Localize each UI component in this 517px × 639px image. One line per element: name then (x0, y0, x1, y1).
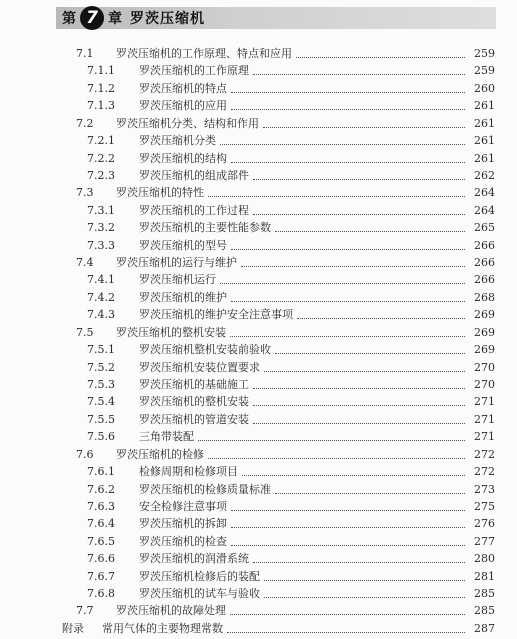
dot-leader (296, 56, 465, 58)
chapter-prefix: 第 (62, 11, 76, 27)
dot-leader (275, 352, 465, 354)
toc-entry[interactable] (87, 481, 495, 499)
toc-entry[interactable] (87, 62, 495, 80)
toc-entry-title: 常用气体的主要物理常数 (102, 621, 223, 635)
toc-entry-title: 罗茨压缩机的特点 (139, 81, 227, 95)
dot-leader (263, 126, 465, 128)
dot-leader (208, 457, 465, 459)
toc-entry-number: 7.4.1 (87, 273, 115, 287)
dot-leader (231, 91, 465, 93)
toc-entry-number: 7.2 (76, 116, 94, 130)
toc-entry-number: 7.4.3 (87, 308, 115, 322)
toc-entry-title: 罗茨压缩机的工作原理、特点和应用 (116, 47, 292, 60)
toc-entry-page: 265 (474, 221, 495, 235)
toc-entry[interactable] (87, 341, 495, 359)
dot-leader (275, 492, 465, 494)
toc-entry[interactable] (87, 585, 495, 603)
toc-entry-page: 269 (474, 308, 495, 322)
dot-leader (253, 404, 465, 406)
toc-entry-page: 272 (474, 465, 495, 479)
toc-entry-title: 安全检修注意事项 (139, 499, 227, 513)
toc-entry-title: 罗茨压缩机的维护 (139, 290, 227, 304)
toc-entry-page: 259 (474, 47, 495, 60)
toc-entry[interactable] (87, 515, 495, 533)
toc-entry-title: 罗茨压缩机整机安装前验收 (139, 343, 271, 357)
dot-leader (230, 613, 465, 615)
toc-entry-title: 罗茨压缩机运行 (139, 273, 216, 287)
toc-entry-number: 7.4 (76, 256, 94, 270)
dot-leader (297, 317, 465, 319)
toc-entry-page: 266 (474, 256, 495, 270)
toc-entry-number: 7.6.6 (87, 552, 115, 566)
toc-entry-number: 7.1.1 (87, 64, 115, 78)
chapter-header (56, 7, 496, 29)
dot-leader (242, 474, 465, 476)
toc-entry[interactable] (76, 45, 495, 63)
toc-entry[interactable] (87, 237, 495, 255)
dot-leader (264, 596, 465, 598)
dot-leader (231, 248, 465, 250)
toc-entry-number: 7.6.2 (87, 482, 115, 496)
toc-entry-page: 280 (474, 552, 495, 566)
toc-entry-title: 罗茨压缩机的检修 (116, 447, 204, 461)
toc-entry-title: 罗茨压缩机的应用 (139, 99, 227, 113)
toc-entry[interactable] (87, 167, 495, 185)
toc-entry-number: 7.3.1 (87, 203, 115, 217)
toc-entry[interactable] (87, 376, 495, 394)
toc-entry[interactable] (76, 184, 495, 202)
toc-entry-page: 261 (474, 134, 495, 148)
dot-leader (231, 544, 465, 546)
toc-entry-title: 罗茨压缩机的管道安装 (139, 412, 249, 426)
dot-leader (208, 195, 465, 197)
toc-entry-number: 7.5.6 (87, 430, 115, 444)
toc-entry-title: 罗茨压缩机的型号 (139, 238, 227, 252)
toc-entry-number: 7.5.1 (87, 343, 115, 357)
dot-leader (231, 108, 465, 110)
toc-entry[interactable] (87, 568, 495, 586)
dot-leader (231, 526, 465, 528)
toc-entry-number: 7.6.1 (87, 465, 115, 479)
dot-leader (227, 631, 465, 633)
toc-entry-page: 259 (474, 64, 495, 78)
toc-entry-title: 罗茨压缩机的维护安全注意事项 (139, 308, 293, 322)
dot-leader (198, 439, 465, 441)
toc-entry-page: 275 (474, 499, 495, 513)
toc-entry-page: 271 (474, 430, 495, 444)
toc-entry-page: 271 (474, 412, 495, 426)
toc-entry-number: 7.3.3 (87, 238, 115, 252)
toc-entry[interactable] (87, 202, 495, 220)
dot-leader (253, 387, 465, 389)
toc-entry-page: 269 (474, 325, 495, 339)
toc-entry-number: 7.3 (76, 186, 94, 200)
toc-entry-number: 7.6.8 (87, 587, 115, 601)
toc-entry[interactable] (62, 620, 495, 638)
toc-entry-title: 罗茨压缩机分类、结构和作用 (116, 116, 259, 130)
toc-entry-page: 266 (474, 238, 495, 252)
toc-entry-page: 264 (474, 203, 495, 217)
dot-leader (253, 178, 465, 180)
toc-entry-page: 271 (474, 395, 495, 409)
toc-entry-page: 261 (474, 116, 495, 130)
toc-entry-number: 7.5.5 (87, 412, 115, 426)
toc-entry[interactable] (87, 150, 495, 168)
toc-entry-page: 270 (474, 377, 495, 391)
toc-entry[interactable] (87, 271, 495, 289)
toc-entry-number: 7.5.3 (87, 377, 115, 391)
toc-entry[interactable] (87, 411, 495, 429)
toc-entry-page: 266 (474, 273, 495, 287)
toc-entry[interactable] (87, 393, 495, 411)
toc-entry-page: 270 (474, 360, 495, 374)
toc-entry[interactable] (76, 602, 495, 620)
toc-entry-title: 检修周期和检修项目 (139, 465, 238, 479)
toc-entry[interactable] (87, 463, 495, 481)
toc-entry-title: 三角带装配 (139, 430, 194, 444)
toc-entry-page: 287 (474, 621, 495, 635)
toc-entry-number: 7.5.2 (87, 360, 115, 374)
toc-entry-number: 7.1.3 (87, 99, 115, 113)
toc-entry-number: 7.3.2 (87, 221, 115, 235)
toc-entry-number: 7.1 (76, 47, 94, 60)
dot-leader (253, 422, 465, 424)
toc-entry-page: 268 (474, 290, 495, 304)
toc-entry-page: 261 (474, 99, 495, 113)
dot-leader (231, 300, 465, 302)
dot-leader (275, 230, 465, 232)
dot-leader (253, 561, 465, 563)
dot-leader (231, 509, 465, 511)
toc-entry-title: 罗茨压缩机的特性 (116, 186, 204, 200)
toc-entry-title: 罗茨压缩机的基础施工 (139, 377, 249, 391)
toc-entry-title: 罗茨压缩机的故障处理 (116, 604, 226, 618)
toc-entry-page: 262 (474, 168, 495, 182)
toc-entry-page: 264 (474, 186, 495, 200)
toc-entry-title: 罗茨压缩机的整机安装 (139, 395, 249, 409)
toc-entry-title: 罗茨压缩机的工作原理 (139, 64, 249, 78)
toc-entry[interactable] (87, 289, 495, 307)
toc-entry-page: 261 (474, 151, 495, 165)
toc-entry-title: 罗茨压缩机的主要性能参数 (139, 221, 271, 235)
toc-entry[interactable] (87, 219, 495, 237)
toc-entry-number: 7.6.7 (87, 569, 115, 583)
toc-entry-number: 7.6.5 (87, 534, 115, 548)
toc-entry-page: 285 (474, 587, 495, 601)
dot-leader (220, 143, 465, 145)
dot-leader (264, 579, 465, 581)
dot-leader (230, 335, 465, 337)
toc-entry-page: 276 (474, 517, 495, 531)
toc-entry-page: 273 (474, 482, 495, 496)
toc-entry[interactable] (87, 80, 495, 98)
dot-leader (241, 265, 465, 267)
dot-leader (231, 161, 465, 163)
toc-entry[interactable] (87, 306, 495, 324)
toc-entry-page: 260 (474, 81, 495, 95)
toc-entry-number: 7.2.1 (87, 134, 115, 148)
toc-entry[interactable] (87, 550, 495, 568)
toc-entry[interactable] (76, 446, 495, 464)
toc-entry[interactable] (87, 97, 495, 115)
toc-entry-title: 罗茨压缩机的试车与验收 (139, 587, 260, 601)
toc-entry-title: 罗茨压缩机的组成部件 (139, 168, 249, 182)
toc-entry-title: 罗茨压缩机的检查 (139, 534, 227, 548)
toc-entry-number: 7.5 (76, 325, 94, 339)
toc-entry[interactable] (87, 498, 495, 516)
chapter-suffix: 章 (108, 11, 122, 27)
toc-entry-number: 7.5.4 (87, 395, 115, 409)
dot-leader (253, 73, 465, 75)
chapter-title: 罗茨压缩机 (130, 11, 205, 27)
chapter-number-badge: 7 (80, 6, 104, 30)
toc-entry-title: 罗茨压缩机的工作过程 (139, 203, 249, 217)
toc-entry[interactable] (87, 428, 495, 446)
toc-entry[interactable] (76, 115, 495, 133)
toc-entry-page: 272 (474, 447, 495, 461)
toc-entry-number: 7.2.3 (87, 168, 115, 182)
toc-entry-title: 罗茨压缩机检修后的装配 (139, 569, 260, 583)
toc-entry-number: 7.7 (76, 604, 94, 618)
toc-entry-title: 罗茨压缩机的运行与维护 (116, 256, 237, 270)
toc-entry-title: 罗茨压缩机的整机安装 (116, 325, 226, 339)
toc-entry[interactable] (87, 359, 495, 377)
toc-entry-number: 7.2.2 (87, 151, 115, 165)
toc-entry-page: 277 (474, 534, 495, 548)
toc-entry[interactable] (76, 254, 495, 272)
toc-entry[interactable] (76, 324, 495, 342)
toc-entry[interactable] (87, 533, 495, 551)
toc-entry-title: 罗茨压缩机分类 (139, 134, 216, 148)
toc-entry-number: 7.6 (76, 447, 94, 461)
toc-entry-title: 罗茨压缩机的润滑系统 (139, 552, 249, 566)
dot-leader (220, 282, 465, 284)
toc-entry-page: 281 (474, 569, 495, 583)
toc-entry-page: 269 (474, 343, 495, 357)
toc-entry-title: 罗茨压缩机的结构 (139, 151, 227, 165)
toc-entry-number: 7.6.4 (87, 517, 115, 531)
toc-entry-page: 285 (474, 604, 495, 618)
toc-entry-number: 7.1.2 (87, 81, 115, 95)
dot-leader (264, 370, 465, 372)
toc-entry-title: 罗茨压缩机的拆卸 (139, 517, 227, 531)
dot-leader (253, 213, 465, 215)
toc-entry-title: 罗茨压缩机的检修质量标准 (139, 482, 271, 496)
toc-entry-number: 7.6.3 (87, 499, 115, 513)
toc-entry-number: 附录 (62, 621, 84, 635)
toc-entry-title: 罗茨压缩机安装位置要求 (139, 360, 260, 374)
toc-entry[interactable] (87, 132, 495, 150)
toc-entry-number: 7.4.2 (87, 290, 115, 304)
